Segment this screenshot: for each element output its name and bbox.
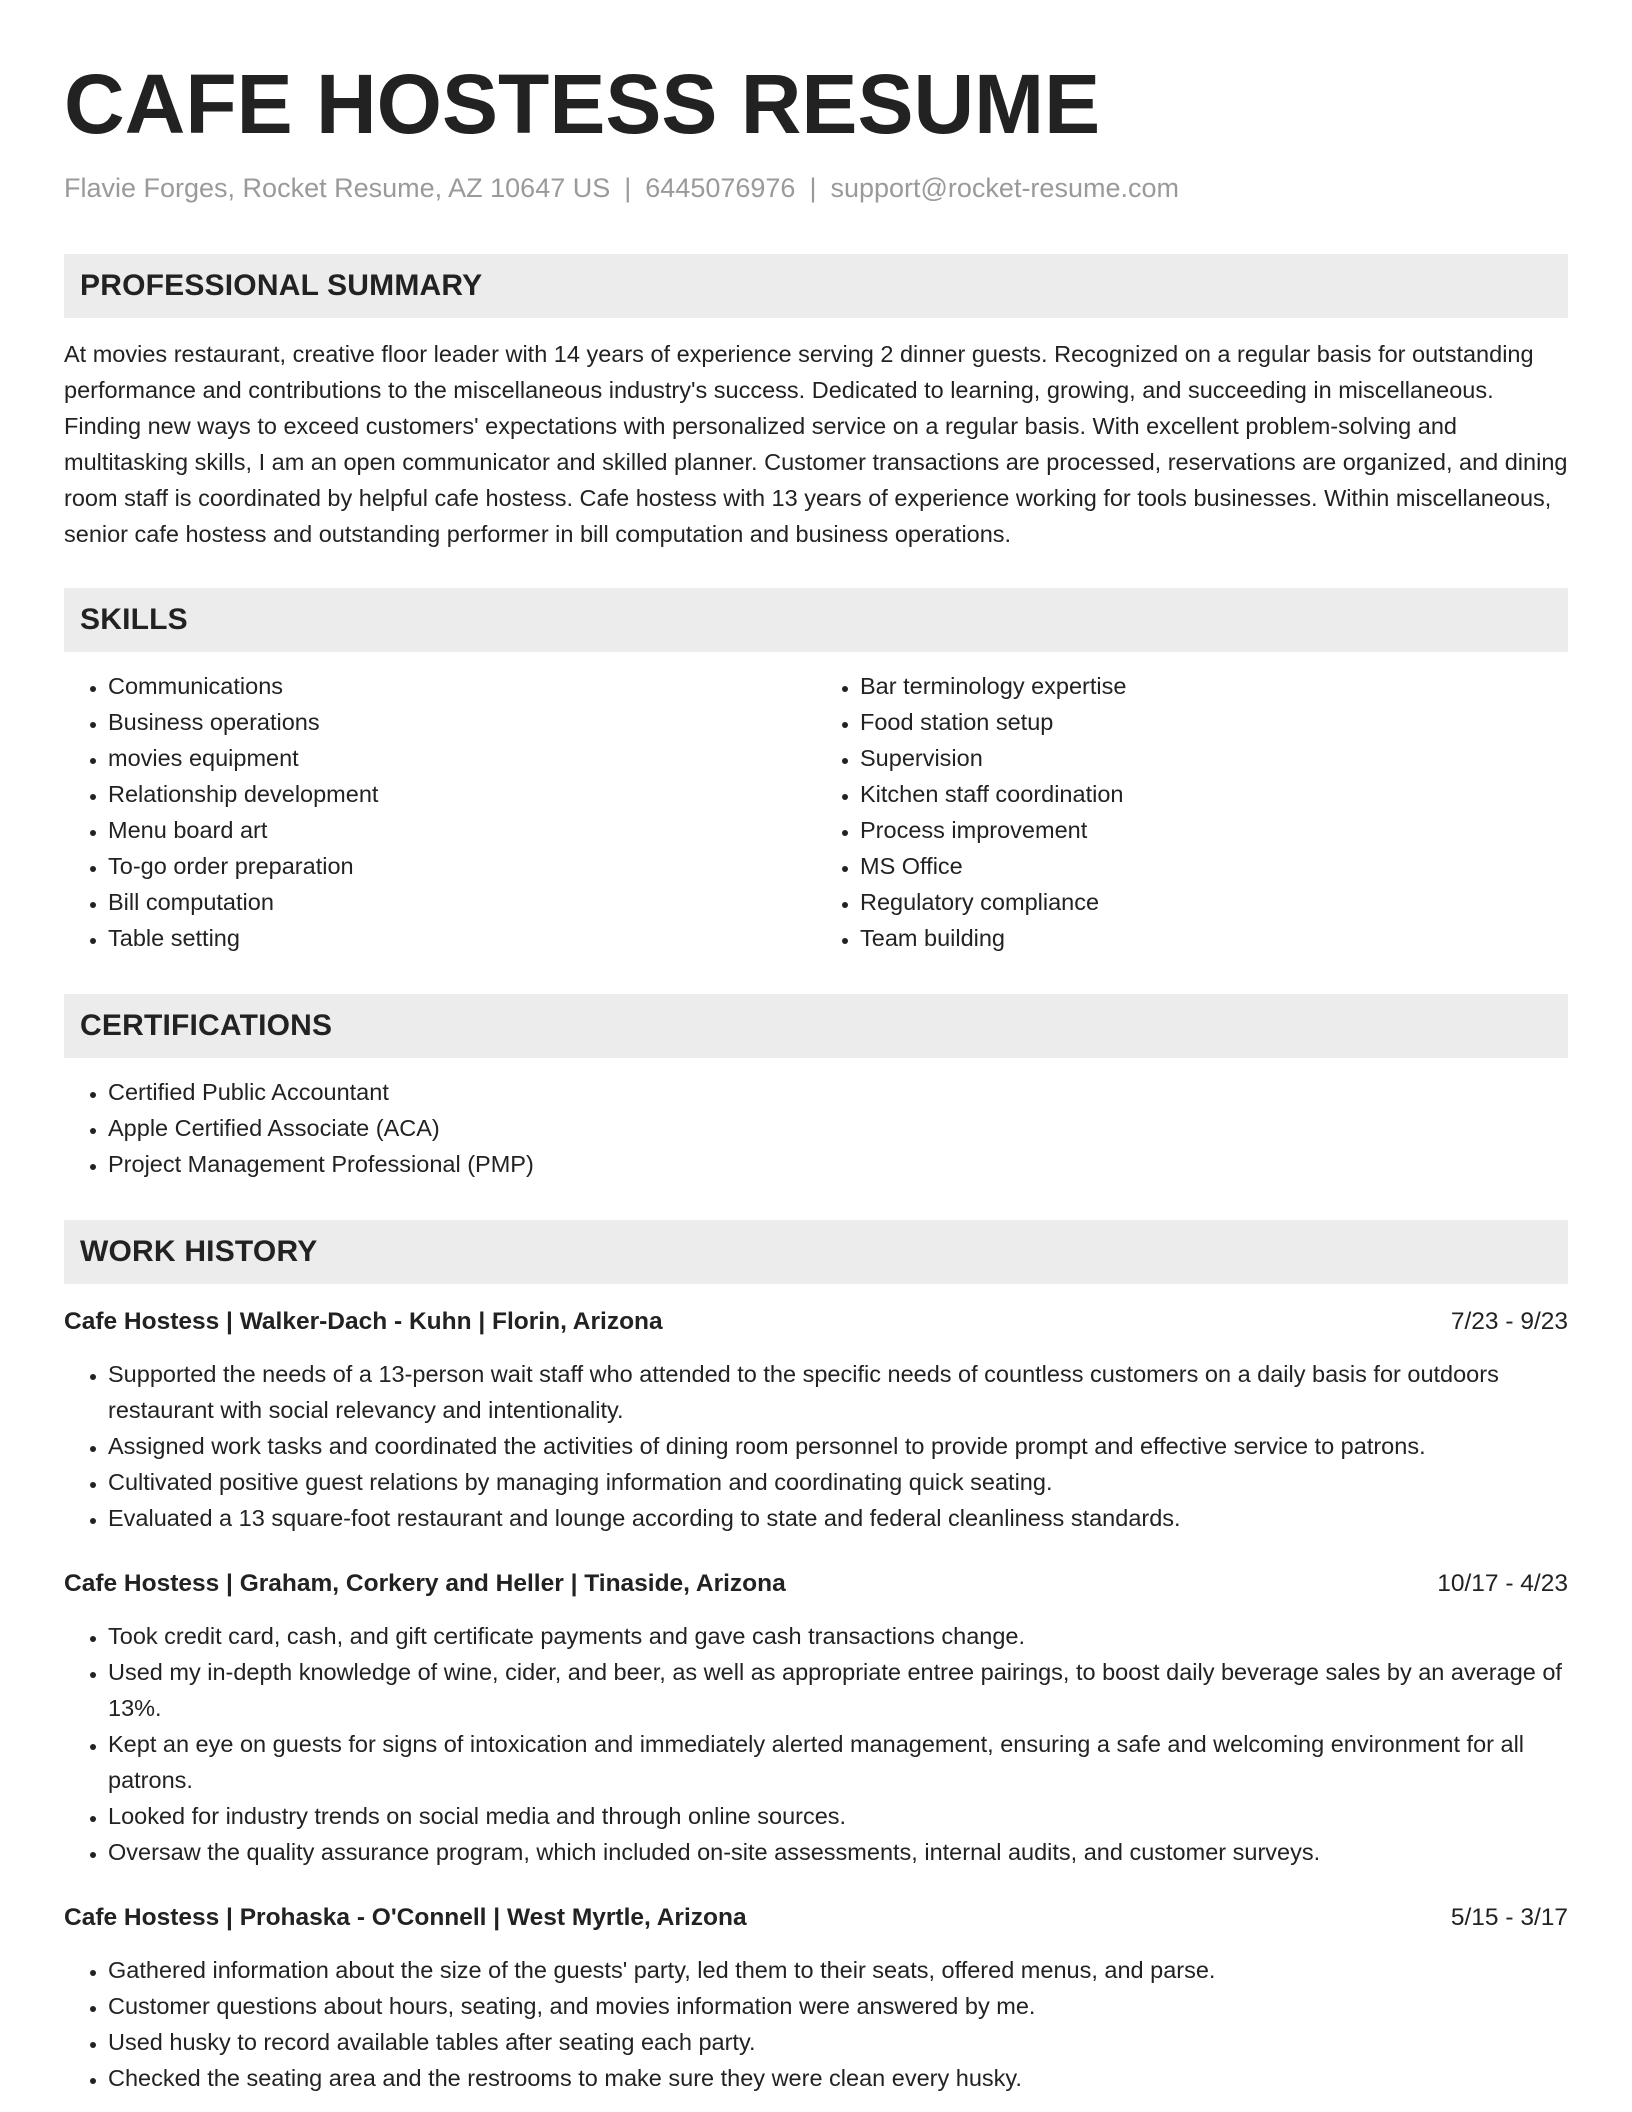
skill-item: • Regulatory compliance [860,884,1568,920]
job-bullet: • Used my in-depth knowledge of wine, cider, and beer, as well as appropriate entree pairings, to boost daily beverage sales by an average of 13%. [108,1654,1568,1726]
skill-item: • Relationship development [108,776,816,812]
job-header [64,1900,1568,1936]
skill-item: • To-go order preparation [108,848,816,884]
job-bullets [64,1356,1568,1536]
contact-phone: 6445076976 [645,173,796,203]
certification-item: • Apple Certified Associate (ACA) [108,1110,1568,1146]
skill-item: • Food station setup [860,704,1568,740]
job-title: Cafe Hostess | Graham, Corkery and Heller | Tinaside, Arizona [64,1570,786,1597]
skill-item: • Process improvement [860,812,1568,848]
job-bullets [64,1618,1568,1870]
contact-email: support@rocket-resume.com [830,173,1179,203]
certification-item: • Project Management Professional (PMP) [108,1146,1568,1182]
job-dates: 7/23 - 9/23 [1450,1308,1568,1335]
contact-separator: | [624,173,632,203]
resume-title: CAFE HOSTESS RESUME [64,57,1101,151]
job-bullet: • Oversaw the quality assurance program, which included on-site assessments, internal audits, and customer surveys. [108,1834,1568,1870]
job-bullet: • Checked the seating area and the restrooms to make sure they were clean every husky. [108,2060,1568,2096]
job-bullet: • Kept an eye on guests for signs of intoxication and immediately alerted management, ensuring a safe and welcoming environment for all patrons. [108,1726,1568,1798]
job-title: Cafe Hostess | Prohaska - O'Connell | West Myrtle, Arizona [64,1904,747,1931]
skills-column-left [64,668,816,956]
job-bullet: • Used husky to record available tables after seating each party. [108,2024,1568,2060]
job-bullet: • Supported the needs of a 13-person wait staff who attended to the specific needs of countless customers on a daily basis for outdoors restaurant with social relevancy and intentionality. [108,1356,1568,1428]
skills-list [64,668,1568,956]
skill-item: • Business operations [108,704,816,740]
job-title: Cafe Hostess | Walker-Dach - Kuhn | Florin, Arizona [64,1308,663,1335]
job-bullet: • Assigned work tasks and coordinated the activities of dining room personnel to provide prompt and effective service to patrons. [108,1428,1568,1464]
job-bullets [64,1952,1568,2096]
skill-item: • MS Office [860,848,1568,884]
job-bullet: • Evaluated a 13 square-foot restaurant and lounge according to state and federal cleanliness standards. [108,1500,1568,1536]
skill-item: • Kitchen staff coordination [860,776,1568,812]
section-header-work-history: WORK HISTORY [64,1220,1568,1284]
job-header [64,1566,1568,1602]
skills-column-right [816,668,1568,956]
skill-item: • Supervision [860,740,1568,776]
section-header-summary: PROFESSIONAL SUMMARY [64,254,1568,318]
summary-text: At movies restaurant, creative floor leader with 14 years of experience serving 2 dinner guests. Recognized on a regular basis for outstanding performance and contributions to the miscellaneous industry's success. Dedicated to learning, growing, and succeeding in miscellaneous. Finding new ways to exceed customers' expectations with personalized service on a regular basis. With excellent problem-solving and multitasking skills, I am an open communicator and skilled planner. Customer transactions are processed, reservations are organized, and dining room staff is coordinated by helpful cafe hostess. Cafe hostess with 13 years of experience working for tools businesses. Within miscellaneous, senior cafe hostess and outstanding performer in bill computation and business operations. [64,341,1568,547]
skill-item: • Bill computation [108,884,816,920]
skill-item: • Bar terminology expertise [860,668,1568,704]
contact-line [64,172,1568,204]
job-bullet: • Looked for industry trends on social media and through online sources. [108,1798,1568,1834]
section-header-certifications: CERTIFICATIONS [64,994,1568,1058]
job-bullet: • Cultivated positive guest relations by managing information and coordinating quick seating. [108,1464,1568,1500]
job-entry [64,1900,1568,2096]
skill-item: • movies equipment [108,740,816,776]
certifications-list [64,1074,1568,1182]
contact-address: Flavie Forges, Rocket Resume, AZ 10647 US [64,173,611,203]
skill-item: • Communications [108,668,816,704]
job-dates: 10/17 - 4/23 [1437,1570,1568,1597]
skill-item: • Team building [860,920,1568,956]
section-header-skills: SKILLS [64,588,1568,652]
contact-separator: | [809,173,817,203]
job-header [64,1304,1568,1340]
skill-item: • Menu board art [108,812,816,848]
certification-item: • Certified Public Accountant [108,1074,1568,1110]
job-bullet: • Gathered information about the size of the guests' party, led them to their seats, offered menus, and parse. [108,1952,1568,1988]
job-dates: 5/15 - 3/17 [1450,1904,1568,1931]
job-bullet: • Took credit card, cash, and gift certificate payments and gave cash transactions change. [108,1618,1568,1654]
job-bullet: • Customer questions about hours, seating, and movies information were answered by me. [108,1988,1568,2024]
skill-item: • Table setting [108,920,816,956]
job-entry [64,1304,1568,1536]
job-entry [64,1566,1568,1870]
